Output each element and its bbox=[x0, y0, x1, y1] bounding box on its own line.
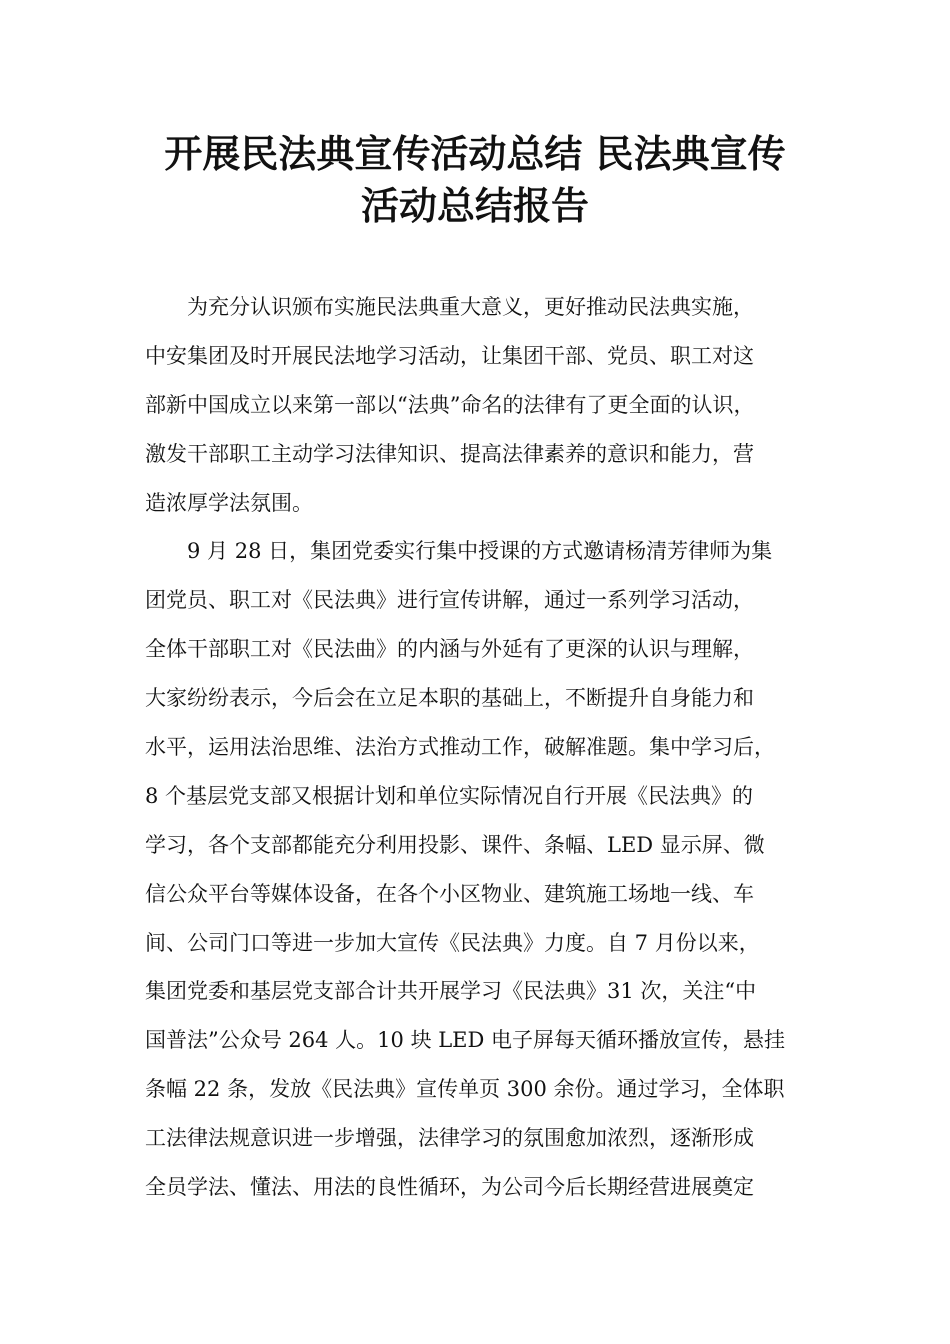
paragraph-line: 中安集团及时开展民法地学习活动，让集团干部、党员、职工对这 bbox=[145, 343, 754, 368]
paragraph-line: 大家纷纷表示，今后会在立足本职的基础上，不断提升自身能力和 bbox=[145, 686, 754, 711]
title-line-2: 活动总结报告 bbox=[360, 184, 589, 228]
paragraph-line: 8 个基层党支部又根据计划和单位实际情况自行开展《民法典》的 bbox=[145, 783, 754, 808]
document-body bbox=[145, 283, 825, 1212]
paragraph-line: 部新中国成立以来第一部以“法典”命名的法律有了更全面的认识， bbox=[145, 392, 755, 417]
paragraph-line: 造浓厚学法氛围。 bbox=[145, 490, 313, 515]
paragraph-line: 学习，各个支部都能充分利用投影、课件、条幅、LED 显示屏、微 bbox=[145, 832, 765, 857]
paragraph-line: 信公众平台等媒体设备，在各个小区物业、建筑施工场地一线、车 bbox=[145, 881, 754, 906]
paragraph-line: 全体干部职工对《民法曲》的内涵与外延有了更深的认识与理解， bbox=[145, 637, 754, 662]
paragraph-line: 激发干部职工主动学习法律知识、提高法律素养的意识和能力，营 bbox=[145, 441, 754, 466]
paragraph-line: 条幅 22 条，发放《民法典》宣传单页 300 余份。通过学习，全体职 bbox=[145, 1077, 785, 1102]
paragraph-line: 9 月 28 日，集团党委实行集中授课的方式邀请杨清芳律师为集 bbox=[187, 539, 773, 564]
paragraph-1 bbox=[145, 283, 825, 527]
paragraph-line: 集团党委和基层党支部合计共开展学习《民法典》31 次，关注“中 bbox=[145, 979, 757, 1004]
paragraph-line: 水平，运用法治思维、法治方式推动工作，破解准题。集中学习后， bbox=[145, 735, 775, 760]
paragraph-line: 全员学法、懂法、用法的良性循环，为公司今后长期经营进展奠定 bbox=[145, 1175, 754, 1200]
title-line-1: 开展民法典宣传活动总结 民法典宣传 bbox=[164, 132, 786, 176]
document-title bbox=[60, 128, 890, 232]
paragraph-line: 国普法”公众号 264 人。10 块 LED 电子屏每天循环播放宣传，悬挂 bbox=[145, 1028, 786, 1053]
paragraph-line: 为充分认识颁布实施民法典重大意义，更好推动民法典实施， bbox=[187, 295, 754, 319]
paragraph-line: 间、公司门口等进一步加大宣传《民法典》力度。自 7 月份以来， bbox=[145, 930, 760, 955]
paragraph-line: 团党员、职工对《民法典》进行宣传讲解，通过一系列学习活动， bbox=[145, 588, 754, 613]
paragraph-line: 工法律法规意识进一步增强，法律学习的氛围愈加浓烈，逐渐形成 bbox=[145, 1126, 754, 1151]
paragraph-2 bbox=[145, 527, 825, 1211]
